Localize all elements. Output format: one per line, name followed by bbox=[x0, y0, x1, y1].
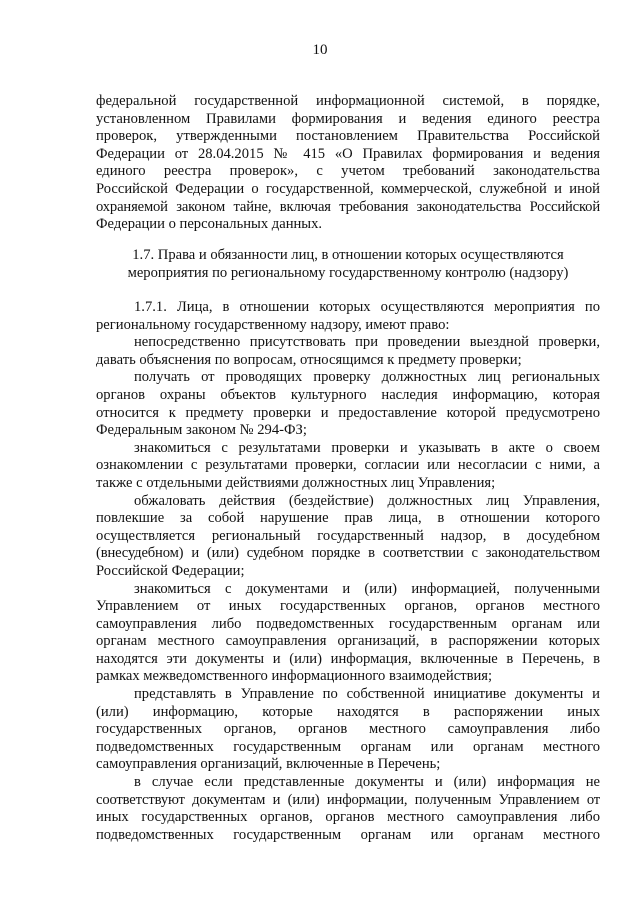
text-line: в случае если представленные документы и (или) информация не bbox=[134, 774, 600, 791]
text-line: получать от проводящих проверку должностных лиц региональных bbox=[134, 369, 600, 386]
heading-line: 1.7. Права и обязанности лиц, в отношении которых осуществляются bbox=[132, 247, 564, 263]
text-line: Российской Федерации; bbox=[96, 562, 245, 579]
text-line: самоуправления организаций, включенные в Перечень; bbox=[96, 756, 441, 773]
text-line: ознакомлении с результатами проверки, согласии или несогласии с ними, а bbox=[96, 457, 600, 474]
text-line: непосредственно присутствовать при проведении выездной проверки, bbox=[134, 334, 600, 351]
text-line: Управлением от иных государственных органов, органов местного bbox=[96, 598, 600, 615]
text-line: самоуправления либо подведомственных государственным органам или bbox=[96, 615, 600, 632]
text-line: органов охраны объектов культурного наследия информацию, которая bbox=[96, 386, 600, 403]
text-line: Российской Федерации о государственной, коммерческой, служебной и иной bbox=[96, 180, 600, 197]
text-line: знакомиться с документами и (или) информацией, полученными bbox=[134, 580, 600, 597]
page-number: 10 bbox=[312, 42, 328, 58]
text-line: обжаловать действия (бездействие) должностных лиц Управления, bbox=[134, 492, 600, 509]
text-line: повлекшие за собой нарушение прав лица, в отношении которого bbox=[96, 510, 600, 527]
text-line: рамках межведомственного информационного взаимодействия; bbox=[96, 668, 493, 685]
text-line: установленном Правилами формирования и ведения единого реестра bbox=[96, 110, 600, 127]
text-line: относится к предмету проверки и предоставление которой предусмотрено bbox=[96, 404, 600, 421]
text-line: федеральной государственной информационной системой, в порядке, bbox=[96, 93, 600, 109]
text-line: проверок, утвержденными постановлением Правительства Российской bbox=[96, 128, 600, 145]
text-line: подведомственных государственным органам или органам местного bbox=[96, 826, 600, 843]
text-line: знакомиться с результатами проверки и указывать в акте о своем bbox=[134, 439, 600, 456]
text-line: 1.7.1. Лица, в отношении которых осуществляются мероприятия по bbox=[134, 299, 600, 315]
text-line: подведомственных государственным органам или органам местного bbox=[96, 738, 600, 755]
text-line: региональному государственному надзору, имеют право: bbox=[96, 316, 450, 333]
section-heading bbox=[96, 247, 600, 282]
text-line: (внесудебном) и (или) судебном порядке в соответствии с законодательством bbox=[96, 545, 600, 562]
section-body bbox=[96, 299, 600, 844]
text-line: органам местного самоуправления организаций, в распоряжении которых bbox=[96, 633, 600, 650]
intro-paragraph bbox=[96, 93, 600, 234]
text-line: представлять в Управление по собственной инициативе документы и bbox=[134, 686, 600, 703]
text-line: охраняемой законом тайне, включая требования законодательства Российской bbox=[96, 198, 600, 215]
text-line: Федерации от 28.04.2015 № 415 «О Правилах формирования и ведения bbox=[96, 145, 600, 162]
text-line: давать объяснения по вопросам, относящимся к предмету проверки; bbox=[96, 351, 522, 368]
text-line: соответствуют документам и (или) информации, полученным Управлением от bbox=[96, 791, 600, 808]
text-line: Федеральным законом № 294-ФЗ; bbox=[96, 422, 307, 439]
text-line: осуществляется региональный государственный надзор, в досудебном bbox=[96, 527, 600, 544]
text-line: государственных органов, органов местного самоуправления либо bbox=[96, 721, 600, 738]
text-line: иных государственных органов, органов местного самоуправления либо bbox=[96, 809, 600, 826]
text-line: единого реестра проверок», с учетом требований законодательства bbox=[96, 163, 600, 180]
heading-line: мероприятия по региональному государственному контролю (надзору) bbox=[127, 264, 569, 281]
text-line: находятся эти документы и (или) информация, включенные в Перечень, в bbox=[96, 650, 600, 667]
text-line: Федерации о персональных данных. bbox=[96, 216, 323, 233]
text-line: также с отдельными действиями должностных лиц Управления; bbox=[96, 474, 496, 491]
text-line: (или) информацию, которые находятся в распоряжении иных bbox=[96, 703, 600, 720]
